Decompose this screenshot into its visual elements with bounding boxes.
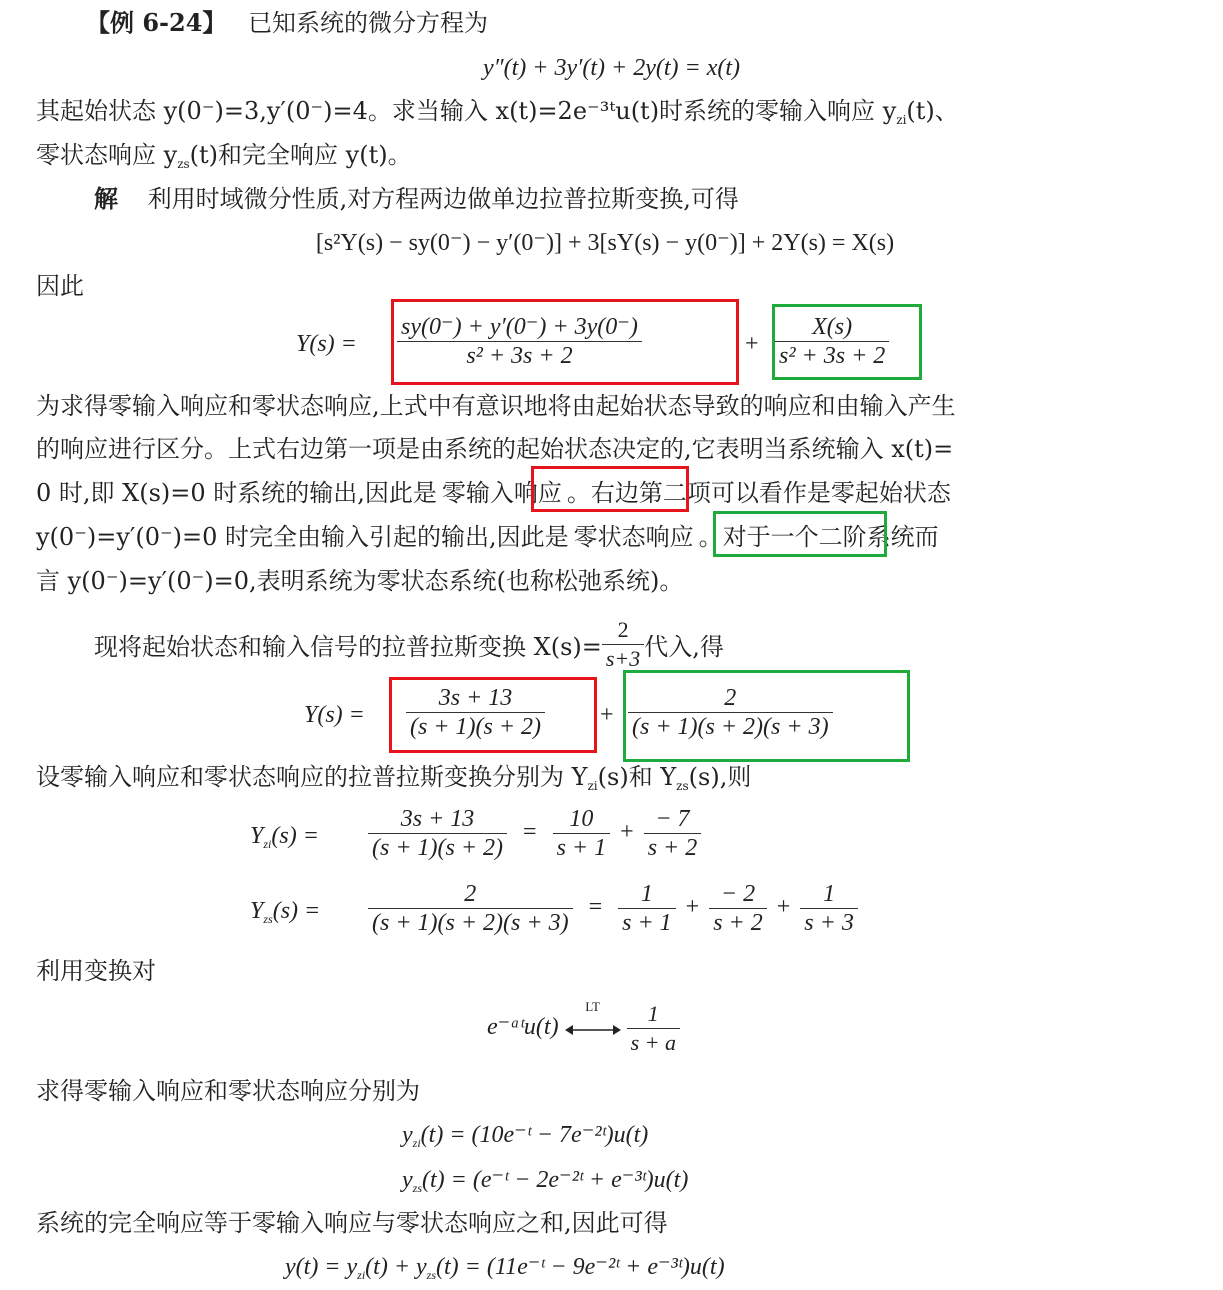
Ys-lhs: Y(s) = — [296, 331, 357, 357]
solution-intro: 解 利用时域微分性质,对方程两边做单边拉普拉斯变换,可得 — [94, 184, 739, 213]
obtain-label: 求得零输入响应和零状态响应分别为 — [36, 1077, 420, 1105]
example-intro: 已知系统的微分方程为 — [248, 9, 489, 37]
Yzi-expansion: $\frac{3s + 13}{(s + 1)(s + 2)}$ = $\frac{10}{s + 1}$ + $\frac{- 7}{s + 2}$ — [368, 805, 701, 862]
zero-state-term: 零状态响应 — [573, 523, 694, 551]
example-tag: 【例 6-24】 — [86, 8, 227, 37]
complete-label: 系统的完全响应等于零输入响应与零状态响应之和,因此可得 — [36, 1209, 668, 1237]
definition-line: 设零输入响应和零状态响应的拉普拉斯变换分别为 $Y_{zi}(s)$和 $Y_{zs}(s)$,则 — [36, 763, 752, 793]
transform-arrow-icon: LT — [565, 1014, 621, 1044]
transform-pair: e⁻ᵃᵗu(t) LT $\frac{1}{s + a}$ — [487, 1000, 680, 1057]
complete-response: $y(t) = y_{zi}(t) + y_{zs}(t)$ = (11e⁻ᵗ − 9e⁻²ᵗ + e⁻³ᵗ)u(t) — [285, 1254, 725, 1282]
para-line-5: 言 y(0⁻)=y′(0⁻)=0,表明系统为零状态系统(也称松弛系统)。 — [36, 567, 684, 595]
Yzs-lhs: $Y_{zs}(s)$ = — [250, 898, 321, 926]
Yzi-lhs: $Y_{zi}(s)$ = — [250, 823, 319, 851]
para-line-3: 0 时,即 X(s)=0 时系统的输出,因此是 零输入响应 。右边第二项可以看作是零起始状态 — [36, 479, 951, 507]
differential-equation: y″(t) + 3y′(t) + 2y(t) = x(t) — [482, 55, 741, 81]
para-line-4: y(0⁻)=y′(0⁻)=0 时完全由输入引起的输出,因此是 零状态响应 。对于一个二阶系统而 — [36, 523, 939, 551]
laplace-equation: [s²Y(s) − sy(0⁻) − y′(0⁻)] + 3[sY(s) − y(0⁻)] + 2Y(s) = X(s) — [315, 230, 895, 256]
therefore-label: 因此 — [36, 272, 84, 300]
Y2-plus: + — [600, 702, 614, 728]
Ys-fraction-1: $\frac{sy(0^-) + y'(0^-) + 3y(0^-)}{\text{s² + 3s + 2}}$ — [397, 313, 642, 370]
para-line-1: 为求得零输入响应和零状态响应,上式中有意识地将由起始状态导致的响应和由输入产生 — [36, 392, 956, 420]
zero-input-term: 零输入响应 — [441, 479, 562, 507]
problem-line-2: 零状态响应 $y_{zs}(t)$和完全响应 y(t)。 — [36, 141, 412, 171]
para-line-2: 的响应进行区分。上式右边第一项是由系统的起始状态决定的,它表明当系统输入 x(t)= — [36, 435, 954, 463]
Ys-fraction-2: $\frac{X(s)}{\text{s² + 3s + 2}}$ — [775, 313, 889, 370]
example-heading — [86, 8, 488, 38]
substitution-line: 现将起始状态和输入信号的拉普拉斯变换 X(s)= $\frac{2}{s+3}$ 代入,得 — [94, 617, 724, 671]
double-arrow-icon — [565, 1024, 621, 1036]
yzs-result: $y_{zs}(t)$ = (e⁻ᵗ − 2e⁻²ᵗ + e⁻³ᵗ)u(t) — [402, 1167, 689, 1195]
use-pair-label: 利用变换对 — [36, 957, 156, 985]
yzi-result: $y_{zi}(t)$ = (10e⁻ᵗ − 7e⁻²ᵗ)u(t) — [402, 1122, 649, 1150]
solution-label: 解 — [94, 184, 118, 213]
problem-line-1: 其起始状态 y(0⁻)=3,y′(0⁻)=4。求当输入 x(t)=2e⁻³ᵗu(t)时系统的零输入响应 $y_{zi}(t)$、 — [36, 97, 959, 127]
Yzs-expansion: $\frac{2}{(s + 1)(s + 2)(s + 3)}$ = $\frac{1}{s + 1}$ + $\frac{- 2}{s + 2}$ + $\frac{1}{s + 3}$ — [368, 880, 858, 937]
Y2-fraction-2: $\frac{2}{(s + 1)(s + 2)(s + 3)}$ — [628, 684, 833, 741]
Ys-plus: + — [745, 331, 759, 357]
Y2-fraction-1: $\frac{3s + 13}{(s + 1)(s + 2)}$ — [406, 684, 545, 741]
Y2-lhs: Y(s) = — [304, 702, 365, 728]
